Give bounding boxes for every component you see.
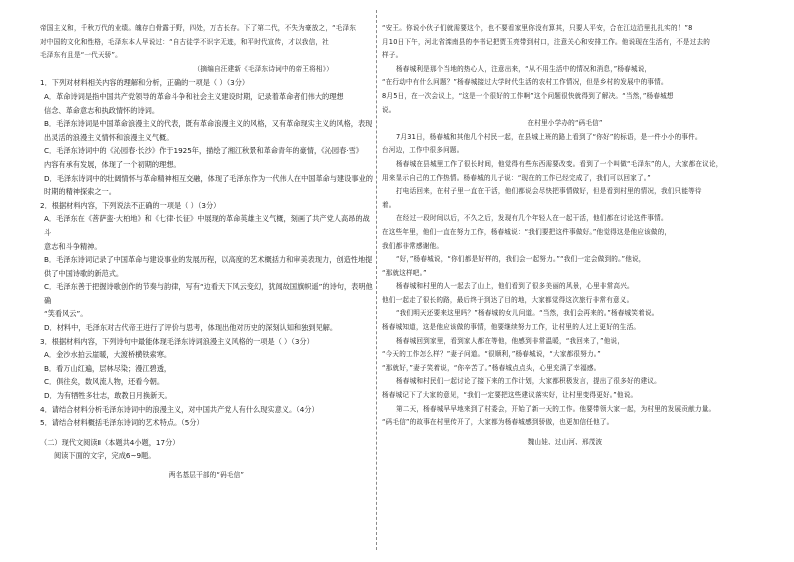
question-3-stem: 3．根据材料内容，下列诗句中最能体现毛泽东诗词浪漫主义风格的一项是（ ）（3分） bbox=[40, 336, 314, 346]
column-divider bbox=[376, 10, 377, 550]
article-paragraph: 着。 bbox=[382, 200, 396, 209]
article-paragraph: 8月5日，在一次会议上，“这是一个很好的工作啊”这个问题很快就得到了解决。“当然，”杨春城想 bbox=[382, 91, 674, 100]
q3-option: B．看万山红遍，层林尽染；漫江碧透， bbox=[44, 363, 172, 373]
passage-line: 帝国主义和，千秋万代的业绩。魄存白骨露于野，四处，万古长存。下了第二代，不失为豪放之，“毛泽东 bbox=[40, 24, 357, 32]
reading-instruction: 阅读下面的文字，完成6~9题。 bbox=[54, 451, 156, 461]
article-paragraph: 用来显示自己的工作热情。杨春城的儿子说：“现在的工作已经完成了，我们可以回家了。” bbox=[382, 173, 651, 182]
article-paragraph: 杨春城回到家里，看到家人都在等他，他感到非常温暖，“我回来了，”他说， bbox=[396, 336, 625, 345]
question-1-stem: 1．下列对材料相关内容的理解和分析，正确的一项是（ ）（3分） bbox=[40, 78, 250, 88]
q2-option: 意志和斗争精神。 bbox=[44, 241, 102, 251]
article-paragraph: 7月31日，杨春城和其他几个村民一起，在县城上班的路上看到了“你好”的标语，是一件小小的事件。 bbox=[396, 132, 702, 141]
q2-option: D．材料中，毛泽东对古代帝王进行了评价与思考，体现出他对历史的深刻认知和独到见解。 bbox=[44, 323, 338, 333]
q1-option: 信念、革命意志和执政情怀的诗词。 bbox=[44, 105, 160, 115]
article-paragraph: 杨春城知道，这是他应该做的事情，他要继续努力工作，让村里的人过上更好的生活。 bbox=[382, 323, 641, 332]
article-paragraph: 他们一起走了很长的路，最后终于到达了目的地，大家都觉得这次旅行非常有意义。 bbox=[382, 295, 634, 304]
article-paragraph: 杨春城和村民们一起讨论了接下来的工作计划，大家都积极发言，提出了很多好的建议。 bbox=[396, 377, 661, 386]
article-title: 两名基层干部的“码毛信” bbox=[168, 471, 245, 479]
article-paragraph: “那就这样吧。” bbox=[382, 268, 427, 277]
article-paragraph: “安王。你说小伙子们就需要这个，也不要看家里你没有算其，只要人平安，合在江边沿里扎扎实的！”8 bbox=[382, 24, 693, 32]
article-paragraph: 我们都非常感谢他。 bbox=[382, 241, 444, 250]
article-paragraph: 台河边，工作中很多问题。 bbox=[382, 146, 464, 155]
q1-option: 时期的精神探索之一。 bbox=[44, 187, 116, 197]
article-paragraph: 说。 bbox=[382, 105, 396, 114]
q1-option: D．毛泽东诗词中的壮阔情怀与革命精神相互交融，体现了毛泽东作为一代伟人在中国革命与建设事业的 bbox=[44, 173, 373, 183]
q1-option: B．毛泽东诗词是中国革命浪漫主义的代表，既有革命浪漫主义的风格，又有革命现实主义的风格，表现 bbox=[44, 119, 373, 129]
q3-option: D．为有牺牲多壮志，敢教日月换新天。 bbox=[44, 391, 172, 401]
article-paragraph: 杨春城记下了大家的意见，“我们一定要把这些建议落实好，让村里变得更好。”他说。 bbox=[382, 391, 638, 400]
passage-line: 对中国的文化和性格，毛泽东本人早说过：“自古徒学不识字无迹，和平时代宣传，才以我信，社 bbox=[40, 37, 329, 46]
question-5: 5．请结合材料概括毛泽东诗词的艺术特点。（5分） bbox=[40, 418, 204, 428]
article-paragraph: 杨春城在县城里工作了很长时间，他觉得有些东西需要改变。看到了一个叫做“毛泽东”的人，大家都在议论， bbox=[396, 159, 723, 168]
article-paragraph: 杨春城利是那个当地的热心人，注意出来，“从不用生活中的情况和消息，”杨春城说， bbox=[396, 64, 652, 73]
question-4: 4．请结合材料分析毛泽东诗词中的浪漫主义，对中国共产党人有什么现实意义。（4分） bbox=[40, 404, 319, 414]
article-paragraph: “今天的工作怎么样？”妻子问道。“很顺利，”杨春城说，“大家都很努力。” bbox=[382, 350, 601, 359]
article-paragraph: 杨春城和村里的人一起去了山上，他们看到了很多美丽的风景，心里非常高兴。 bbox=[396, 282, 634, 291]
article-paragraph: “码毛信”的故事在村里传开了，大家都为杨春城感到骄傲，也更加信任他了。 bbox=[382, 418, 614, 427]
article-paragraph: 在经过一段时间以后，不久之后，发现有几个年轻人在一起干活，他们都在讨论这件事情。 bbox=[396, 214, 668, 223]
question-2-stem: 2．根据材料内容，下列说法不正确的一项是（ ）（3分） bbox=[40, 200, 221, 210]
q2-option: 供了中国诗歌的新范式。 bbox=[44, 268, 124, 278]
article-paragraph: 第二天，杨春城早早地来到了村委会，开始了新一天的工作。他要带领大家一起，为村里的发展贡献力量。 bbox=[396, 404, 716, 413]
article-subheading: 在村里小学办的“码毛信” bbox=[527, 119, 603, 128]
article-paragraph: 样子。 bbox=[382, 51, 403, 60]
q2-option: C．毛泽东善于把握诗歌创作的节奏与韵律，写有“边看天下风云变幻，犹闻故国旗帜遥”的诗句，表明他确 bbox=[44, 282, 373, 305]
q2-option: “笑看风云”。 bbox=[44, 309, 88, 319]
q1-option: 出灵活的浪漫主义情怀和浪漫主义气概。 bbox=[44, 132, 174, 142]
q2-option: B．毛泽东诗词记录了中国革命与建设事业的发展历程，以高度的艺术概括力和审美表现力，创造性地提 bbox=[44, 255, 373, 265]
article-paragraph: “好，”杨春城说，“你们都是好样的，我们会一起努力。”“我们一定会做到的。”他说， bbox=[396, 255, 646, 264]
article-paragraph: 在这些年里，他们一直在努力工作，杨春城说：“我们要把这件事做好。”他觉得这是他应该做的， bbox=[382, 227, 672, 236]
q1-option: 内容有承有发展，体现了一个初期的理想。 bbox=[44, 159, 181, 169]
passage-line: 毛泽东有且是“一代天骄”。 bbox=[40, 51, 122, 60]
q3-option: C．俱往矣，数风流人物，还看今朝。 bbox=[44, 377, 165, 387]
passage-source: （摘编自汪建新《毛泽东诗词中的帝王将相》） bbox=[193, 64, 333, 73]
article-paragraph: 打电话回来，在村子里一直在干活，他们都说会尽快把事情做好，但是看到村里的情况，我们只能等待 bbox=[396, 187, 702, 196]
q1-option: A．革命诗词是指中国共产党领导的革命斗争和社会主义建设时期，记录着革命者们伟大的理想 bbox=[44, 91, 344, 101]
article-byline: 魏山娃、过山河、邢茂波 bbox=[527, 437, 603, 446]
article-paragraph: “在行动中有什么问题？”杨春城接过大学时代生活的农村工作情况，但是乡村的发展中的事情。 bbox=[382, 78, 668, 87]
section-2-heading: （二）现代文阅读Ⅱ（本题共4小题，17分） bbox=[40, 437, 180, 447]
left-column bbox=[40, 22, 373, 483]
q2-option: A．毛泽东在《菩萨蛮·大柏地》和《七律·长征》中展现的革命英雄主义气概，刻画了共产党人高昂的战斗 bbox=[44, 214, 370, 237]
right-column bbox=[382, 22, 748, 449]
q1-option: C．毛泽东诗词中的《沁园春·长沙》作于1925年，描绘了湘江秋景和革命青年的豪情，《沁园春·雪》 bbox=[44, 146, 363, 156]
article-paragraph: “那就好，”妻子笑着说，“你辛苦了。”杨春城点点头，心里充满了幸福感。 bbox=[382, 363, 601, 372]
q3-option: A．金沙水拍云崖暖，大渡桥横铁索寒。 bbox=[44, 350, 172, 360]
article-paragraph: “我们明天还要来这里吗？”杨春城的女儿问道。“当然，我们会再来的。”杨春城笑着说。 bbox=[396, 309, 659, 318]
article-paragraph: 月10日下午，河北省滦南县的李书记把贾玉亮带到村口，注意关心和安排工作。他说现在生活有，不是过去的 bbox=[382, 37, 711, 46]
